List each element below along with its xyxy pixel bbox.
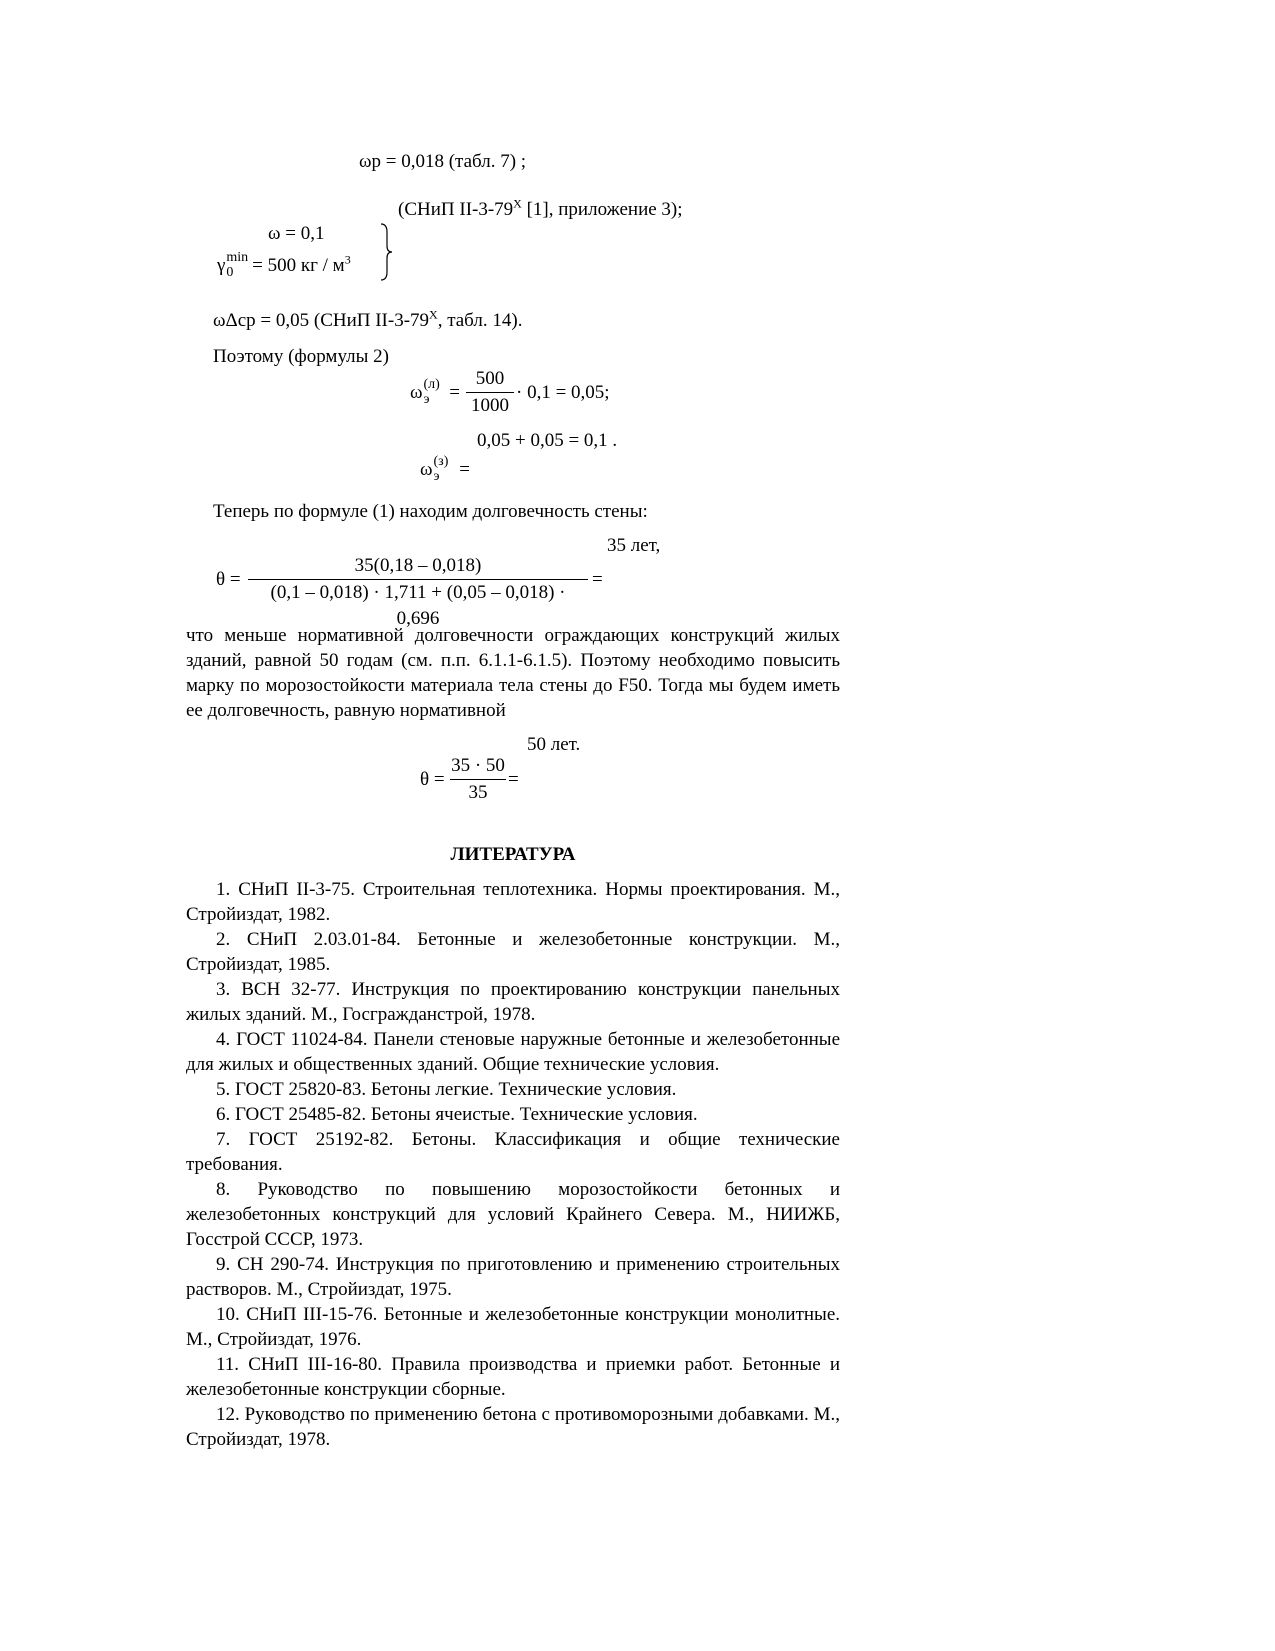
list-item: 11. СНиП III-16-80. Правила производства и приемки работ. Бетонные и железобетонные конструкции сборные. <box>186 1354 840 1400</box>
right-brace-icon <box>380 222 394 282</box>
omega-delta-formula <box>213 307 523 332</box>
theta1-numerator: 35(0,18 – 0,018) <box>354 555 482 576</box>
list-item: 7. ГОСТ 25192-82. Бетоны. Классификация и общие технические требования. <box>186 1129 840 1175</box>
omega-delta-tail: , табл. 14). <box>437 310 523 331</box>
omega-l-numerator: 500 <box>475 368 505 389</box>
theta1-label: θ = <box>216 569 241 590</box>
result-35-years: 35 лет, <box>607 535 661 556</box>
literature-heading: ЛИТЕРАТУРА <box>450 844 576 865</box>
gamma-value: = 500 кг / м <box>247 255 345 276</box>
omega-l-symbol: ω <box>410 382 423 403</box>
theta1-fraction <box>248 553 588 632</box>
list-item: 4. ГОСТ 11024-84. Панели стеновые наружные бетонные и железобетонные для жилых и общественных зданий. Общие технические условия. <box>186 1029 840 1075</box>
theta1-denominator: (0,1 – 0,018) · 1,711 + (0,05 – 0,018) · 0,696 <box>270 582 566 629</box>
omega-l-tail: · 0,1 = 0,05; <box>516 382 610 403</box>
literature-list <box>186 877 840 1452</box>
list-item: 3. ВСН 32-77. Инструкция по проектированию конструкции панельных жилых зданий. М., Госгражданстрой, 1978. <box>186 979 840 1025</box>
theta2-denominator: 35 <box>468 782 488 803</box>
omega-z-sup: (з) <box>433 454 449 469</box>
omega-z-eq: = <box>454 459 470 480</box>
list-item: 6. ГОСТ 25485-82. Бетоны ячеистые. Технические условия. <box>216 1104 698 1125</box>
list-item: 10. СНиП III-15-76. Бетонные и железобетонные конструкции монолитные. М., Стройиздат, 1976. <box>186 1304 840 1350</box>
theta1-equals: = <box>592 569 603 590</box>
now-text: Теперь по формуле (1) находим долговечность стены: <box>213 501 648 522</box>
omega-l-eq: = <box>444 382 460 403</box>
result-50-years: 50 лет. <box>527 734 581 755</box>
list-item: 12. Руководство по применению бетона с противоморозными добавками. М., Стройиздат, 1978. <box>186 1404 840 1450</box>
omega-z-symbol: ω <box>420 459 433 480</box>
therefore-text: Поэтому (формулы 2) <box>213 346 389 367</box>
omega-l-denominator: 1000 <box>471 395 509 416</box>
gamma-sub: 0 <box>226 265 234 280</box>
list-item: 8. Руководство по повышению морозостойкости бетонных и железобетонных конструкций для условий Крайнего Севера. М., НИИЖБ, Госстрой СССР, 1973. <box>186 1179 840 1250</box>
snip-reference-sup: X <box>513 196 522 211</box>
omega-l-fraction <box>466 366 514 419</box>
omega-z-label <box>420 454 470 484</box>
list-item: 1. СНиП II-3-75. Строительная теплотехника. Нормы проектирования. М., Стройиздат, 1982. <box>186 879 840 925</box>
gamma-unit-sup: 3 <box>344 252 351 267</box>
conclusion-paragraph: что меньше нормативной долговечности ограждающих конструкций жилых зданий, равной 50 годам (см. п.п. 6.1.1-6.1.5). Поэтому необходимо повысить марку по морозостойкости материала тела стены до F50. Тогда мы будем иметь ее долговечность, равную нормативной <box>186 625 840 721</box>
snip-reference-tail: [1], приложение 3); <box>521 199 683 220</box>
snip-reference <box>398 196 683 221</box>
gamma-sup: min <box>226 250 249 265</box>
omega-l-sup: (л) <box>423 377 440 392</box>
omega-l-sub: э <box>423 392 430 407</box>
omega-l-label <box>410 377 460 407</box>
snip-reference-text: (СНиП II-3-79 <box>398 199 514 220</box>
list-item: 5. ГОСТ 25820-83. Бетоны легкие. Технические условия. <box>216 1079 677 1100</box>
list-item: 9. СН 290-74. Инструкция по приготовлению и применению строительных растворов. М., Стройиздат, 1975. <box>186 1254 840 1300</box>
theta2-label: θ = <box>420 769 445 790</box>
gamma-formula <box>217 250 351 280</box>
list-item: 2. СНиП 2.03.01-84. Бетонные и железобетонные конструкции. М., Стройиздат, 1985. <box>186 929 840 975</box>
omega-r-formula: ωр = 0,018 (табл. 7) ; <box>359 151 527 172</box>
theta2-numerator: 35 · 50 <box>451 755 505 776</box>
theta2-equals: = <box>508 769 519 790</box>
omega-value: ω = 0,1 <box>268 223 325 244</box>
gamma-symbol: γ <box>217 255 226 276</box>
theta2-fraction <box>450 753 506 806</box>
omega-z-sub: э <box>433 469 440 484</box>
omega-z-value: 0,05 + 0,05 = 0,1 . <box>477 430 618 451</box>
omega-delta-text: ωΔср = 0,05 (СНиП II-3-79 <box>213 310 430 331</box>
omega-delta-sup: X <box>429 307 438 322</box>
